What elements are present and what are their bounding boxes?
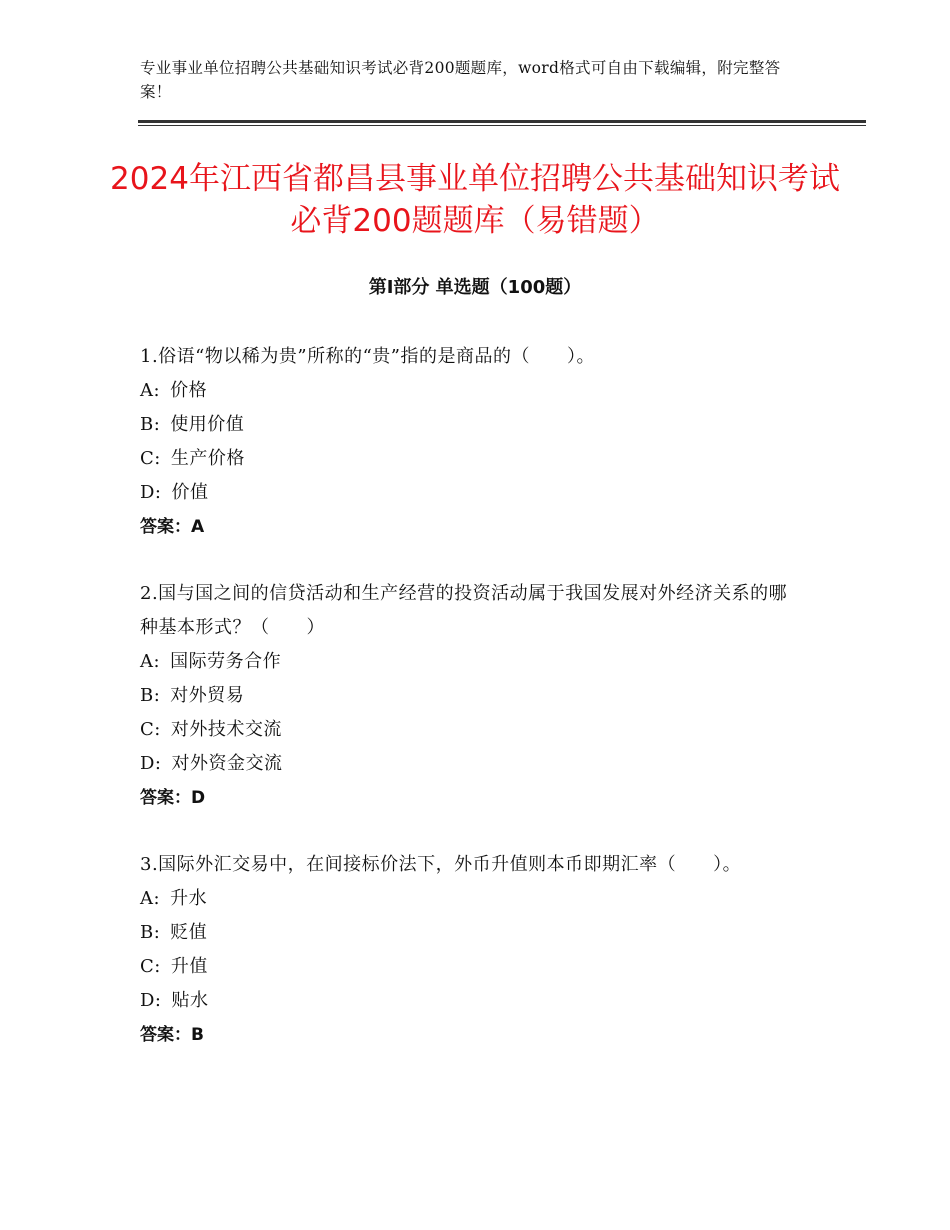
answer-line: 答案：A bbox=[140, 517, 205, 537]
option-letter: C: bbox=[140, 956, 161, 977]
answer-line: 答案：B bbox=[140, 1025, 204, 1045]
option-c bbox=[140, 713, 800, 747]
option-text: 对外技术交流 bbox=[170, 719, 282, 740]
option-b bbox=[140, 408, 800, 442]
option-letter: A: bbox=[140, 651, 161, 672]
option-letter: D: bbox=[140, 482, 162, 503]
header-divider-thin bbox=[138, 125, 866, 126]
question-text: 2.国与国之间的信贷活动和生产经营的投资活动属于我国发展对外经济关系的哪种基本形式？（ ） bbox=[140, 583, 788, 638]
option-c bbox=[140, 950, 800, 984]
question-text: 1.俗语“物以稀为贵”所称的“贵”指的是商品的（ ）。 bbox=[140, 346, 595, 367]
option-d bbox=[140, 984, 800, 1018]
option-text: 升值 bbox=[170, 956, 208, 977]
option-text: 使用价值 bbox=[170, 414, 245, 435]
option-b bbox=[140, 916, 800, 950]
option-text: 生产价格 bbox=[170, 448, 245, 469]
question-2 bbox=[140, 577, 800, 815]
option-letter: A: bbox=[140, 380, 161, 401]
option-d bbox=[140, 747, 800, 781]
option-b bbox=[140, 679, 800, 713]
option-text: 价格 bbox=[170, 380, 208, 401]
document-title: 2024年江西省都昌县事业单位招聘公共基础知识考试必背200题题库（易错题） bbox=[110, 161, 840, 239]
option-c bbox=[140, 442, 800, 476]
question-1 bbox=[140, 340, 800, 544]
option-a bbox=[140, 374, 800, 408]
option-text: 对外资金交流 bbox=[171, 753, 283, 774]
option-text: 升水 bbox=[170, 888, 208, 909]
section-heading: 第I部分 单选题（100题） bbox=[368, 277, 582, 298]
question-list bbox=[140, 340, 800, 1085]
option-text: 国际劳务合作 bbox=[170, 651, 282, 672]
option-letter: B: bbox=[140, 685, 161, 706]
option-letter: C: bbox=[140, 448, 161, 469]
option-text: 对外贸易 bbox=[170, 685, 245, 706]
option-d bbox=[140, 476, 800, 510]
option-letter: B: bbox=[140, 922, 161, 943]
option-a bbox=[140, 645, 800, 679]
option-letter: D: bbox=[140, 753, 162, 774]
header-divider-thick bbox=[138, 120, 866, 123]
option-text: 价值 bbox=[171, 482, 209, 503]
option-text: 贬值 bbox=[170, 922, 208, 943]
header-note: 专业事业单位招聘公共基础知识考试必背200题题库，word格式可自由下载编辑，附完整答案！ bbox=[140, 59, 781, 101]
option-letter: D: bbox=[140, 990, 162, 1011]
option-text: 贴水 bbox=[171, 990, 209, 1011]
option-a bbox=[140, 882, 800, 916]
option-letter: A: bbox=[140, 888, 161, 909]
answer-line: 答案：D bbox=[140, 788, 206, 808]
question-3 bbox=[140, 848, 800, 1052]
option-letter: C: bbox=[140, 719, 161, 740]
option-letter: B: bbox=[140, 414, 161, 435]
question-text: 3.国际外汇交易中，在间接标价法下，外币升值则本币即期汇率（ ）。 bbox=[140, 854, 742, 875]
